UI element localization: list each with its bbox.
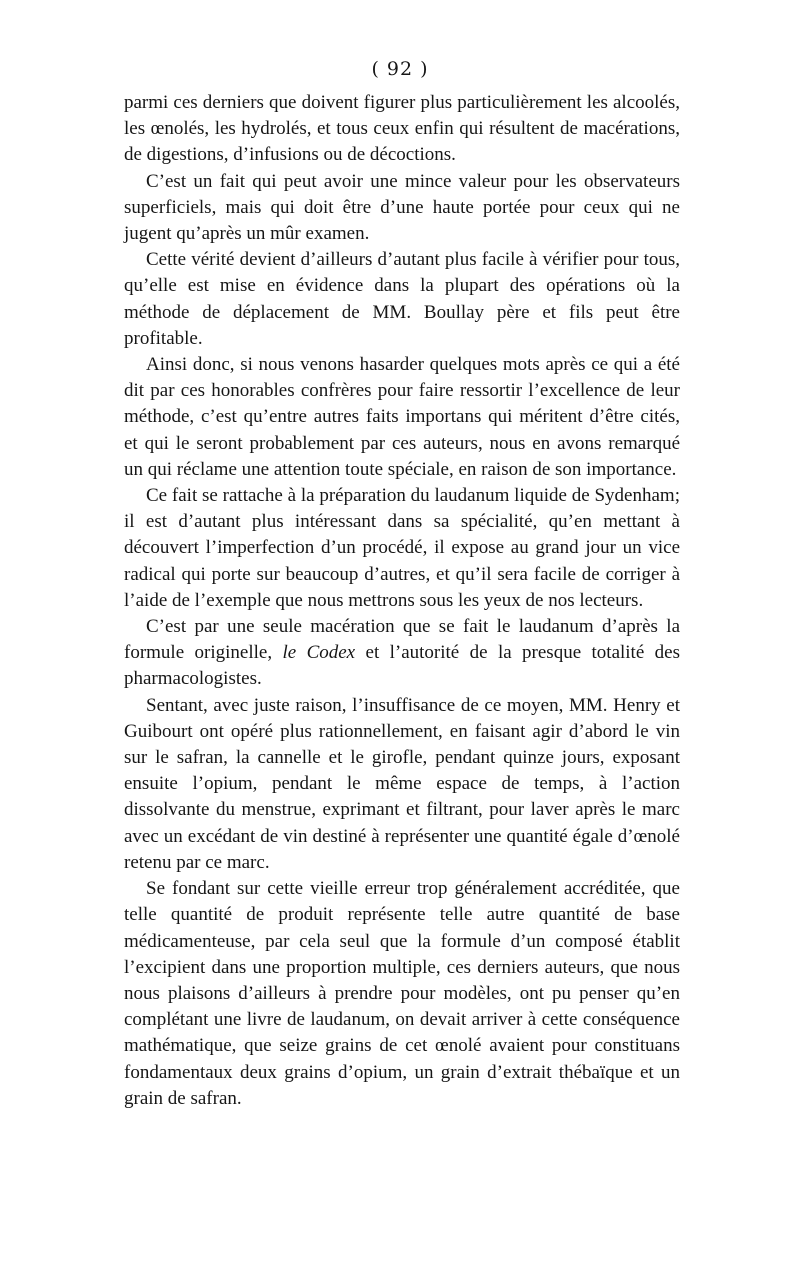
paragraph-old-error: Se fondant sur cette vieille erreur trop généralement accréditée, que telle quantité de produit représente telle autre quantité de base médicamenteuse, par cela seul que la formule d’un composé établit l’excipient dans une proportion multiple, ces derniers auteurs, que nous nous plaisons d’ailleurs à prendre pour modèles, ont pu penser qu’en complétant une livre de laudanum, on devait arriver à cette conséquence mathématique, que seize grains de cet œnolé avaient pour constituans fondamentaux deux grains d’opium, un grain d’extrait thébaïque et un grain de safran. [124,878,680,1109]
body-text [124,90,680,1112]
paragraph-codex-maceration [124,614,680,693]
codex-title: le Codex [282,642,356,664]
paragraph-continuation: parmi ces derniers que doivent figurer plus particulièrement les alcoolés, les œnolés, les hydrolés, et tous ceux enfin qui résultent de macérations, de digestions, d’infusions ou de décoctions. [124,92,680,166]
codex-text-after: et l’autorité de la presque totalité des pharmacologistes. [124,642,680,690]
page-number: ( 92 ) [371,58,429,80]
paragraph-sydenham-laudanum: Ce fait se rattache à la préparation du laudanum liquide de Sydenham; il est d’autant plus intéressant dans sa spécialité, qu’en mettant à découvert l’imperfection d’un procédé, il expose au grand jour un vice radical qui porte sur beaucoup d’autres, et qu’il sera facile de corriger à l’aide de l’exemple que nous mettrons sous les yeux de nos lecteurs. [124,485,680,611]
paragraph-verification: Cette vérité devient d’ailleurs d’autant plus facile à vérifier pour tous, qu’elle est mise en évidence dans la plupart des opérations où la méthode de déplacement de MM. Boullay père et fils peut être profitable. [124,249,680,349]
paragraph-method-praise: Ainsi donc, si nous venons hasarder quelques mots après ce qui a été dit par ces honorables confrères pour faire ressortir l’excellence de leur méthode, c’est qu’entre autres faits importans qui méritent d’être cités, et qui le seront probablement par ces auteurs, nous en avons remarqué un qui réclame une attention toute spéciale, en raison de son importance. [124,354,680,480]
paragraph-superficial-observers: C’est un fait qui peut avoir une mince valeur pour les observateurs superficiels, mais qui doit être d’une haute portée pour ceux qui ne jugent qu’après un mûr examen. [124,170,680,245]
codex-text-before: C’est par une seule macération que se fait le laudanum d’après la formule originelle, [124,616,680,664]
paragraph-henry-guibourt: Sentant, avec juste raison, l’insuffisance de ce moyen, MM. Henry et Guibourt ont opéré plus rationnellement, en faisant agir d’abord le vin sur le safran, la cannelle et le girofle, pendant quinze jours, exposant ensuite l’opium, pendant le même espace de temps, à l’action dissolvante du menstrue, exprimant et filtrant, pour laver après le marc avec un excédant de vin destiné à représenter une quantité égale d’œnolé retenu par ce marc. [124,694,680,873]
